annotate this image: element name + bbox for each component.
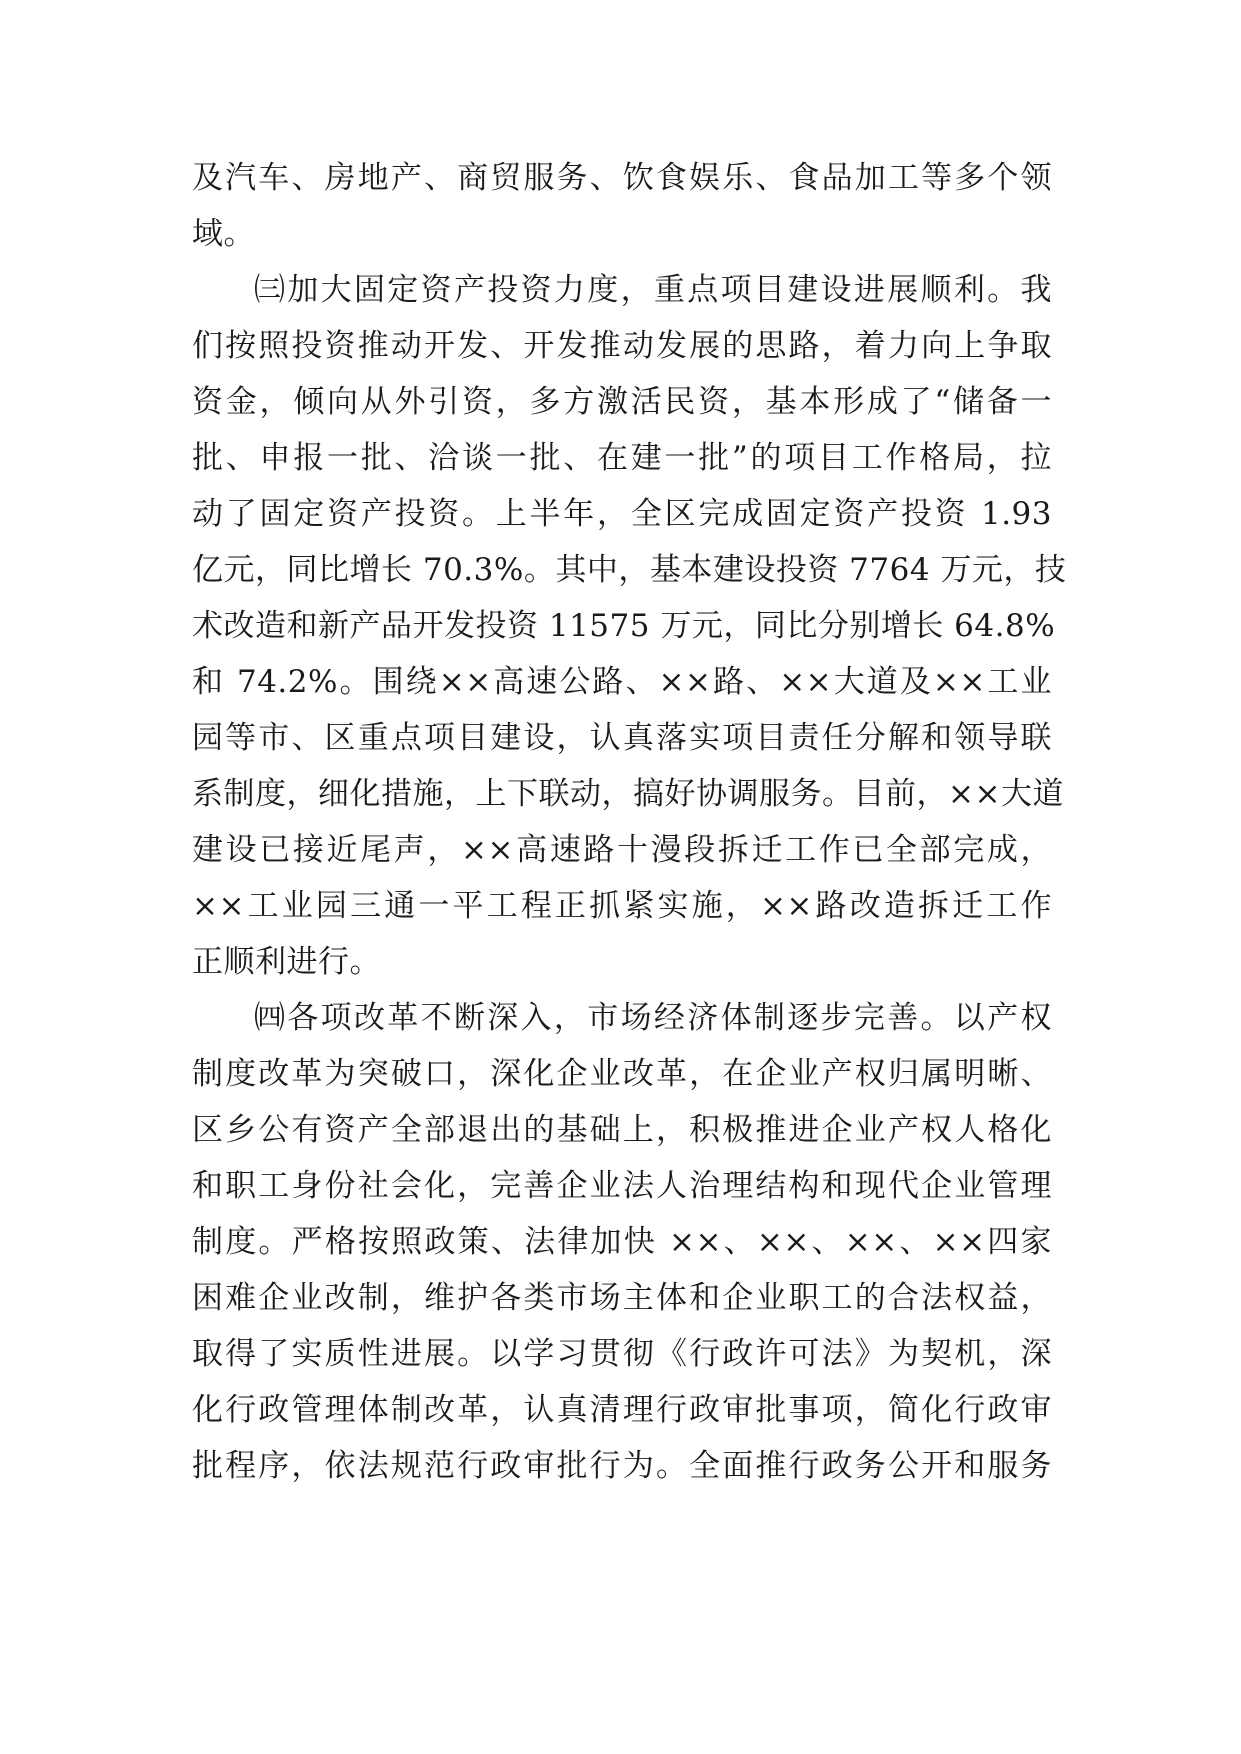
text-line: 制度。严格按照政策、法律加快 ××、××、××、××四家 (192, 1224, 1052, 1260)
text-line: 区乡公有资产全部退出的基础上，积极推进企业产权人格化 (192, 1112, 1052, 1148)
text-line: 化行政管理体制改革，认真清理行政审批事项，简化行政审 (192, 1392, 1052, 1428)
text-line: 术改造和新产品开发投资 11575 万元，同比分别增长 64.8% (192, 608, 1056, 644)
text-line: 域。 (192, 216, 255, 252)
text-line: 动了固定资产投资。上半年，全区完成固定资产投资 1.93 (192, 496, 1052, 532)
text-line: 系制度，细化措施，上下联动，搞好协调服务。目前，××大道 (192, 776, 1064, 812)
text-line: 建设已接近尾声，××高速路十漫段拆迁工作已全部完成， (192, 832, 1052, 868)
text-line: 和 74.2%。围绕××高速公路、××路、××大道及××工业 (192, 664, 1052, 700)
text-line: 困难企业改制，维护各类市场主体和企业职工的合法权益， (192, 1280, 1052, 1316)
text-line: 批、申报一批、洽谈一批、在建一批”的项目工作格局，拉 (192, 440, 1052, 476)
document-body (192, 150, 1067, 1494)
text-line: 园等市、区重点项目建设，认真落实项目责任分解和领导联 (192, 720, 1052, 756)
text-line: 们按照投资推动开发、开发推动发展的思路，着力向上争取 (192, 328, 1052, 364)
text-line: 及汽车、房地产、商贸服务、饮食娱乐、食品加工等多个领 (192, 160, 1052, 196)
text-line: 资金，倾向从外引资，多方激活民资，基本形成了“储备一 (192, 384, 1052, 420)
text-line: 制度改革为突破口，深化企业改革，在企业产权归属明晰、 (192, 1056, 1052, 1092)
text-line: 取得了实质性进展。以学习贯彻《行政许可法》为契机，深 (192, 1336, 1052, 1372)
paragraph-heading-line: ㈣各项改革不断深入，市场经济体制逐步完善。以产权 (254, 1000, 1052, 1036)
text-line: 和职工身份社会化，完善企业法人治理结构和现代企业管理 (192, 1168, 1052, 1204)
text-line: 亿元，同比增长 70.3%。其中，基本建设投资 7764 万元，技 (192, 552, 1067, 588)
paragraph-heading-line: ㈢加大固定资产投资力度，重点项目建设进展顺利。我 (254, 272, 1052, 308)
text-line: 正顺利进行。 (192, 944, 381, 980)
text-line: ××工业园三通一平工程正抓紧实施，××路改造拆迁工作 (192, 888, 1052, 924)
text-line: 批程序，依法规范行政审批行为。全面推行政务公开和服务 (192, 1448, 1052, 1484)
